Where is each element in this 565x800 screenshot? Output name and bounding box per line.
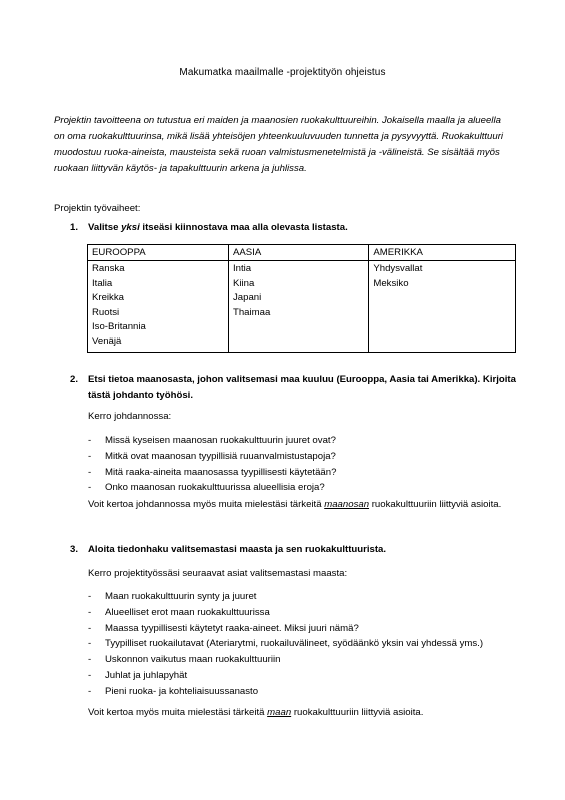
dash-marker: - xyxy=(88,466,92,478)
list-item: - Alueelliset erot maan ruokakulttuurissa xyxy=(88,605,518,621)
dash-marker: - xyxy=(88,638,92,650)
step-2-closing: Voit kertoa johdannossa myös muita mielestäsi tärkeitä maanosan ruokakulttuuriin liittyviä asioita. xyxy=(88,499,502,510)
list-item: - Maassa tyypillisesti käytetyt raaka-aineet. Miksi juuri nämä? xyxy=(88,621,518,637)
dash-marker: - xyxy=(88,685,92,697)
intro-paragraph xyxy=(54,113,512,177)
dash-marker: - xyxy=(88,606,92,618)
dash-marker: - xyxy=(88,435,92,446)
step-3-number: 3. xyxy=(70,544,79,555)
step-3-text: Aloita tiedonhaku valitsemastasi maasta ja sen ruokakulttuurista. xyxy=(88,544,387,555)
phases-label: Projektin työvaiheet: xyxy=(54,203,141,214)
step-2-list xyxy=(88,433,518,496)
table-header-row xyxy=(88,245,516,261)
table-body-row xyxy=(88,261,516,353)
dash-marker: - xyxy=(88,450,92,462)
step-2-text: Etsi tietoa maanosasta, johon valitsemasi maa kuuluu (Eurooppa, Aasia tai Amerikka). Kirjoita tästä johdanto työhösi. xyxy=(88,374,516,401)
country-item: Italia xyxy=(92,277,113,289)
step-3-intro-label: Kerro projektityössäsi seuraavat asiat valitsemastasi maasta: xyxy=(88,568,348,579)
dash-marker: - xyxy=(88,669,92,681)
country-item: Japani xyxy=(232,292,262,304)
country-item: Ruotsi xyxy=(92,306,120,318)
intro-text: Projektin tavoitteena on tutustua eri maiden ja maanosien ruokakulttuureihin. Jokaisella maalla ja alueella on oma ruokakulttuurinsa, mikä lisää yhteisöjen yhteenkuuluvuuden tunnetta ja pysyvyyttä. Ruokakulttuuri muodostuu ruoka-aineista, mausteista sekä ruoan valmistusmenetelmistä ja -välineistä. Se sisältää myös ruokaan liittyvän käytös- ja tapakulttuurin arkena ja juhlissa. xyxy=(54,115,504,174)
header-america: AMERIKKA xyxy=(369,245,516,261)
step-2-intro-label: Kerro johdannossa: xyxy=(88,411,172,422)
country-item: Venäjä xyxy=(92,335,122,347)
list-item: - Mitkä ovat maanosan tyypillisiä ruuanvalmistustapoja? xyxy=(88,449,518,465)
step-2-emphasis: maanosan xyxy=(324,499,370,510)
step-3-closing: Voit kertoa myös muita mielestäsi tärkeitä maan ruokakulttuuriin liittyviä asioita. xyxy=(88,707,424,718)
step-3-list xyxy=(88,589,518,700)
america-column xyxy=(369,261,516,353)
list-item: - Tyypilliset ruokailutavat (Ateriarytmi, ruokailuvälineet, syödäänkö yksin vai yhdessä yms.) xyxy=(88,636,518,652)
country-item: Kiina xyxy=(232,277,255,289)
dash-marker: - xyxy=(88,482,92,494)
country-item: Intia xyxy=(232,263,252,274)
country-item: Ranska xyxy=(92,263,125,274)
list-item: - Mitä raaka-aineita maanosassa tyypillisesti käytetään? xyxy=(88,465,518,481)
country-item: Iso-Britannia xyxy=(92,321,146,333)
list-item: - Uskonnon vaikutus maan ruokakulttuuriin xyxy=(88,652,518,668)
list-item: - Pieni ruoka- ja kohteliaisuussanasto xyxy=(88,684,518,700)
header-asia: AASIA xyxy=(228,245,368,261)
country-table xyxy=(87,244,516,353)
dash-marker: - xyxy=(88,591,92,602)
europe-column xyxy=(88,261,229,353)
dash-marker: - xyxy=(88,654,92,666)
step-1-text: Valitse yksi itseäsi kiinnostava maa alla olevasta listasta. xyxy=(88,222,348,233)
step-2-number: 2. xyxy=(70,374,79,385)
country-item: Thaimaa xyxy=(232,306,271,318)
country-item: Yhdysvallat xyxy=(373,263,423,274)
document-title: Makumatka maailmalle -projektityön ohjeistus xyxy=(179,67,386,78)
country-item: Kreikka xyxy=(92,292,124,304)
step-3-emphasis: maan xyxy=(267,707,292,718)
step-1-number: 1. xyxy=(70,222,79,233)
list-item: - Juhlat ja juhlapyhät xyxy=(88,668,518,684)
dash-marker: - xyxy=(88,622,92,634)
country-item: Meksiko xyxy=(373,277,409,289)
list-item: - Onko maanosan ruokakulttuurissa alueellisia eroja? xyxy=(88,480,518,496)
asia-column xyxy=(228,261,368,353)
step-1-emphasis: yksi xyxy=(121,222,140,233)
list-item: - Missä kyseisen maanosan ruokakulttuurin juuret ovat? xyxy=(88,433,518,449)
header-europe: EUROOPPA xyxy=(88,245,229,261)
list-item: - Maan ruokakulttuurin synty ja juuret xyxy=(88,589,518,605)
